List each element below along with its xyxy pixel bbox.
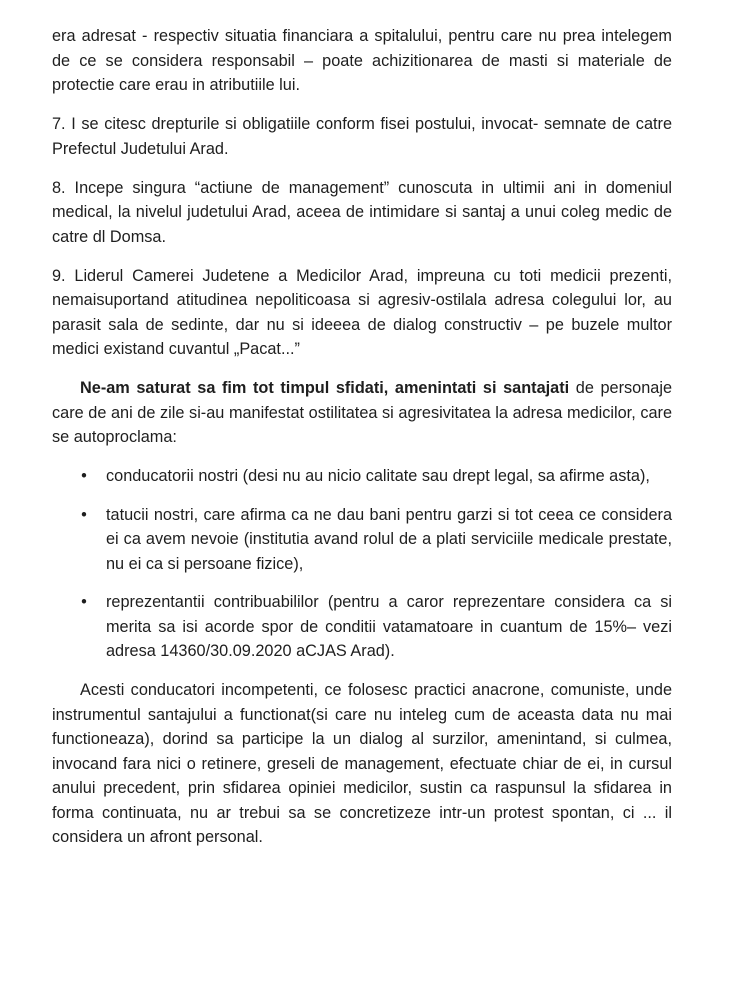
bullet-list xyxy=(52,464,672,664)
list-item xyxy=(52,590,672,664)
paragraph-point-7: 7. I se citesc drepturile si obligatiile conform fisei postului, invocat- semnate de catre Prefectul Judetului Arad. xyxy=(52,115,672,158)
paragraph-final: Acesti conducatori incompetenti, ce folosesc practici anacrone, comuniste, unde instrumentul santajului a functionat(si care nu inteleg cum de aceasta data nu mai functioneaza), dorind sa participe la un dialog al surzilor, amenintand, si culmea, invocand fara nici o retinere, greseli de management, efectuate chiar de ei, in cursul anului precedent, prin sfidarea opiniei medicilor, sustin ca raspunsul la sfidarea in forma continuata, nu ar trebui sa se concretizeze intr-un protest spontan, ci ... il considera un afront personal. xyxy=(52,681,672,846)
list-item xyxy=(52,464,672,489)
statement-rest: de personaje care de ani de zile si-au manifestat ostilitatea si agresivitatea la adresa medicilor, care se autoproclama: xyxy=(52,379,672,446)
paragraph-point-8: 8. Incepe singura “actiune de management” cunoscuta in ultimii ani in domeniul medical, la nivelul judetului Arad, aceea de intimidare si santaj a unui coleg medic de catre dl Domsa. xyxy=(52,178,672,246)
list-item xyxy=(52,503,672,577)
list-item-text: tatucii nostri, care afirma ca ne dau bani pentru garzi si tot ceea ce considera ei ca avem nevoie (institutia avand rolul de a plati serviciile medicale prestate, nu ei ca si persoane fizice), xyxy=(106,505,672,573)
bullet-icon: • xyxy=(81,593,87,611)
statement-bold-lead: Ne-am saturat sa fim tot timpul sfidati, amenintati si santajati xyxy=(80,379,570,397)
list-item-text: conducatorii nostri (desi nu au nicio calitate sau drept legal, sa afirme asta), xyxy=(106,467,650,485)
document-page xyxy=(52,24,672,864)
list-item-text: reprezentantii contribuabililor (pentru a caror reprezentare considera ca si merita sa isi acorde spor de conditii vatamatoare in cuantum de 15%– vezi adresa 14360/30.09.2020 aCJAS Arad). xyxy=(106,593,672,660)
paragraph-statement xyxy=(52,376,672,450)
paragraph-intro: era adresat - respectiv situatia financiara a spitalului, pentru care nu prea intelegem de ce se considera responsabil – poate achizitionarea de masti si materiale de protectie care erau in atributiile lui. xyxy=(52,27,672,94)
paragraph-point-9: 9. Liderul Camerei Judetene a Medicilor Arad, impreuna cu toti medicii prezenti, nemaisuportand atitudinea nepoliticoasa si agresiv-ostilala adresa colegului lor, au parasit sala de sedinte, dar nu si ideeea de dialog constructiv – pe buzele multor medici existand cuvantul „Pacat...” xyxy=(52,266,672,358)
bullet-icon: • xyxy=(81,505,87,524)
bullet-icon: • xyxy=(81,467,87,485)
